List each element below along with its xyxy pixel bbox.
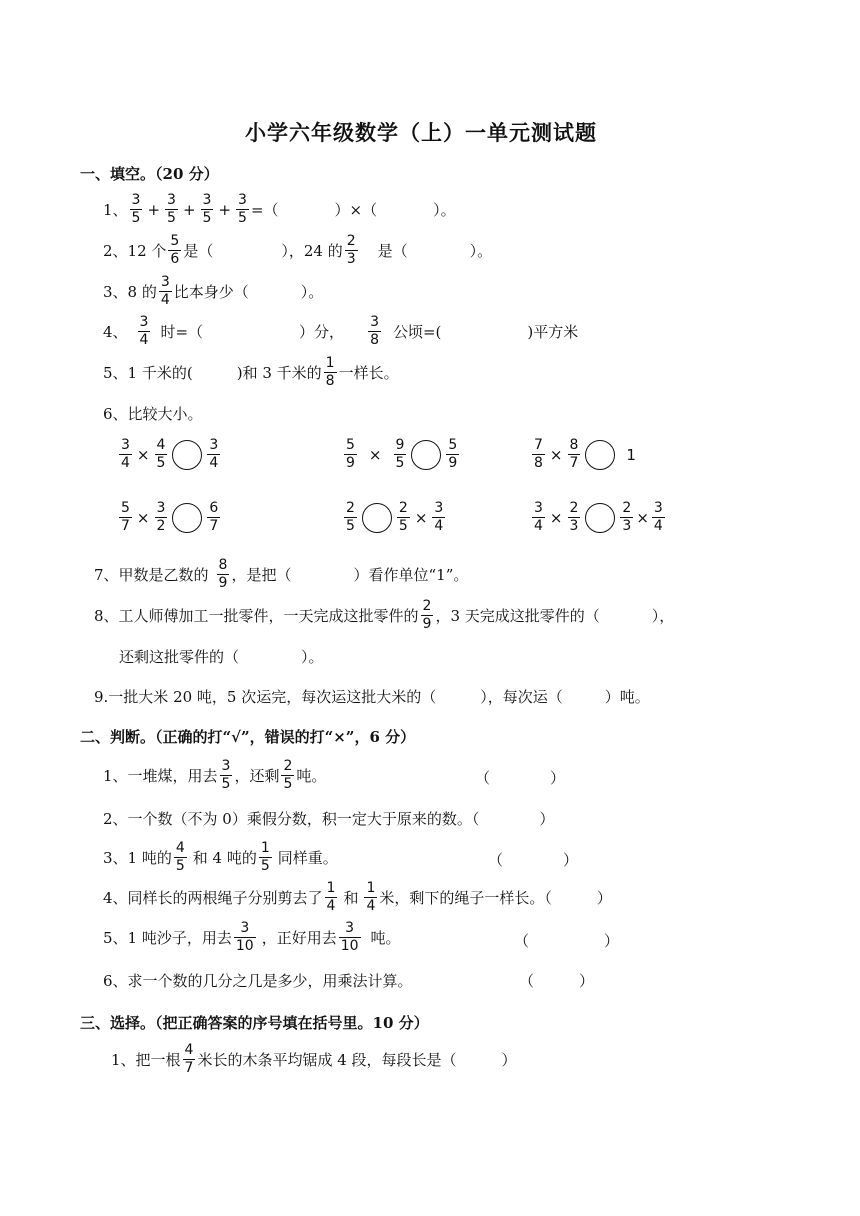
fraction: $\frac{4}{5}$	[175, 840, 185, 874]
fraction: $\frac{5}{6}$	[170, 233, 180, 267]
q5-text: )和 3 千米的	[236, 364, 322, 382]
fraction: $\frac{3}{4}$	[139, 314, 149, 348]
plus-sign: +	[182, 200, 196, 219]
fraction: $\frac{3}{5}$	[131, 192, 141, 226]
q4-label: 4、	[103, 323, 128, 341]
compare-circle[interactable]	[585, 440, 615, 470]
choice-q1	[111, 1042, 517, 1077]
judge-q5-end: 吨。	[370, 929, 401, 947]
page-title: 小学六年级数学（上）一单元测试题	[245, 120, 597, 145]
judge-q4-label: 4、同样长的两根绳子分别剪去了	[103, 889, 323, 907]
q9-end: ）吨。	[604, 688, 650, 706]
fraction: $\frac{1}{4}$	[326, 880, 336, 914]
q9-label: 9.一批大米 20 吨，5 次运完，每次运这批大米的（	[94, 688, 437, 706]
compare-circle[interactable]	[411, 440, 441, 470]
judge-q1-end: 吨。	[296, 767, 327, 785]
judge-q4-end: 米，剩下的绳子一样长。（ ）	[379, 889, 612, 907]
times-sign: ×	[136, 445, 150, 464]
judge-q2: 2、一个数（不为 0）乘假分数，积一定大于原来的数。（ ）	[103, 810, 555, 828]
times-sign: ×	[549, 508, 563, 527]
times-sign: ×	[136, 508, 150, 527]
q8-end: ）。	[301, 648, 324, 666]
q8-text: ，3 天完成这批零件的（	[435, 607, 600, 625]
q4-text: 公顷=(	[392, 323, 442, 341]
compare-item: $\frac{3}{4}$ × $\frac{4}{5}$ $\frac{3}{4}$	[121, 437, 219, 471]
section-3-heading: 三、选择。（把正确答案的序号填在括号里。10 分）	[80, 1014, 429, 1032]
q2-text: ），24 的	[281, 242, 343, 260]
fill-q1	[103, 192, 456, 227]
q7-end: ）看作单位“1”。	[353, 566, 469, 584]
judge-q3-label: 3、1 吨的	[103, 849, 172, 867]
compare-circle[interactable]	[172, 503, 202, 533]
judge-q1-text: ，还剩	[234, 767, 280, 785]
q5-end: 一样长。	[338, 364, 399, 382]
section-2-heading: 二、判断。（正确的打“√”，错误的打“×”，6 分）	[80, 728, 416, 746]
fill-q8-line2	[119, 646, 324, 667]
times-sign: ×	[368, 445, 382, 464]
fraction: $\frac{3}{10}$	[235, 920, 254, 954]
judge-q5	[103, 920, 401, 955]
judge-q4-text: 和	[343, 889, 359, 907]
fraction: $\frac{2}{5}$	[283, 758, 293, 792]
q2-text: 是（	[377, 242, 408, 260]
fill-q9	[94, 686, 650, 707]
q3-text: 比本身少（	[173, 283, 249, 301]
judge-q1-label: 1、一堆煤，用去	[103, 767, 218, 785]
q4-text: 时=（	[160, 323, 204, 341]
times-sign: ×	[636, 508, 649, 527]
fill-q8	[94, 598, 674, 633]
answer-paren[interactable]: （ ）	[514, 932, 620, 950]
plus-sign: +	[218, 200, 232, 219]
fraction: $\frac{1}{4}$	[366, 880, 376, 914]
q1-end: ）。	[433, 201, 456, 219]
judge-q5-label: 5、1 吨沙子，用去	[103, 929, 232, 947]
choice-q1-label: 1、把一根	[111, 1051, 181, 1069]
fraction: $\frac{1}{8}$	[325, 355, 335, 389]
compare-item: $\frac{7}{8}$ × $\frac{8}{7}$ 1	[534, 437, 636, 471]
section-1-heading: 一、填空。（20 分）	[80, 165, 219, 183]
judge-q3-end: 同样重。	[277, 849, 338, 867]
fill-q3	[103, 274, 323, 309]
q1-label: 1、	[103, 201, 128, 219]
judge-q3-text: 和 4 吨的	[192, 849, 257, 867]
compare-circle[interactable]	[362, 503, 392, 533]
compare-rhs: 1	[626, 445, 636, 464]
q8-label: 8、工人师傅加工一批零件，一天完成这批零件的	[94, 607, 419, 625]
times-sign: ×	[549, 445, 563, 464]
q8-end: ），	[651, 607, 675, 625]
compare-item: $\frac{3}{4}$ × $\frac{2}{3}$ $\frac{2}{3}$ × $\frac{3}{4}$	[534, 500, 663, 534]
answer-paren[interactable]: （ ）	[519, 972, 595, 990]
fill-q2	[103, 233, 492, 268]
q1-times: ）×（	[334, 201, 378, 219]
plus-sign: +	[147, 200, 161, 219]
compare-item: $\frac{5}{9}$ × $\frac{9}{5}$ $\frac{5}{9}$	[346, 437, 458, 471]
fraction: $\frac{3}{8}$	[370, 314, 379, 348]
compare-circle[interactable]	[585, 503, 615, 533]
fraction: $\frac{3}{10}$	[340, 920, 359, 954]
fraction: $\frac{3}{5}$	[221, 758, 231, 792]
q4-text: ）分，	[299, 323, 345, 341]
fraction: $\frac{1}{5}$	[260, 840, 270, 874]
q6-label: 6、比较大小。	[103, 405, 203, 423]
times-sign: ×	[414, 508, 428, 527]
choice-q1-end: 米长的木条平均锯成 4 段，每段长是（ ）	[197, 1051, 517, 1069]
judge-q1	[103, 758, 326, 793]
answer-paren[interactable]: （ ）	[488, 851, 579, 869]
q2-text: 是（	[183, 242, 214, 260]
answer-paren[interactable]: （ ）	[475, 769, 566, 787]
q1-eq: =（	[250, 201, 279, 219]
q8-text: 还剩这批零件的（	[119, 648, 240, 666]
q3-end: ）。	[300, 283, 324, 301]
fraction: $\frac{3}{4}$	[160, 274, 170, 308]
judge-q4	[103, 880, 612, 915]
q9-text: ），每次运（	[480, 688, 563, 706]
q3-label: 3、8 的	[103, 283, 157, 301]
judge-q5-text: ，正好用去	[261, 929, 337, 947]
fraction: $\frac{3}{5}$	[202, 192, 212, 226]
fraction: $\frac{2}{3}$	[346, 233, 356, 267]
judge-q6: 6、求一个数的几分之几是多少，用乘法计算。	[103, 972, 413, 990]
q2-label: 2、12 个	[103, 242, 167, 260]
compare-circle[interactable]	[172, 440, 202, 470]
compare-item: $\frac{2}{5}$ $\frac{2}{5}$ × $\frac{3}{4}$	[346, 500, 444, 534]
fill-q5	[103, 355, 399, 390]
fill-q4	[103, 314, 578, 349]
fraction: $\frac{4}{7}$	[184, 1042, 194, 1076]
judge-q3	[103, 840, 338, 875]
q7-text: ，是把（	[231, 566, 292, 584]
compare-item: $\frac{5}{7}$ × $\frac{3}{2}$ $\frac{6}{7}$	[121, 500, 219, 534]
q5-label: 5、1 千米的(	[103, 364, 193, 382]
fraction: $\frac{3}{5}$	[238, 192, 247, 226]
fraction: $\frac{2}{9}$	[422, 598, 432, 632]
fraction: $\frac{8}{9}$	[218, 557, 228, 591]
fraction: $\frac{3}{5}$	[167, 192, 176, 226]
q7-label: 7、甲数是乙数的	[94, 566, 209, 584]
fill-q7	[94, 557, 468, 592]
q2-end: ）。	[469, 242, 493, 260]
q4-text: )平方米	[527, 323, 579, 341]
